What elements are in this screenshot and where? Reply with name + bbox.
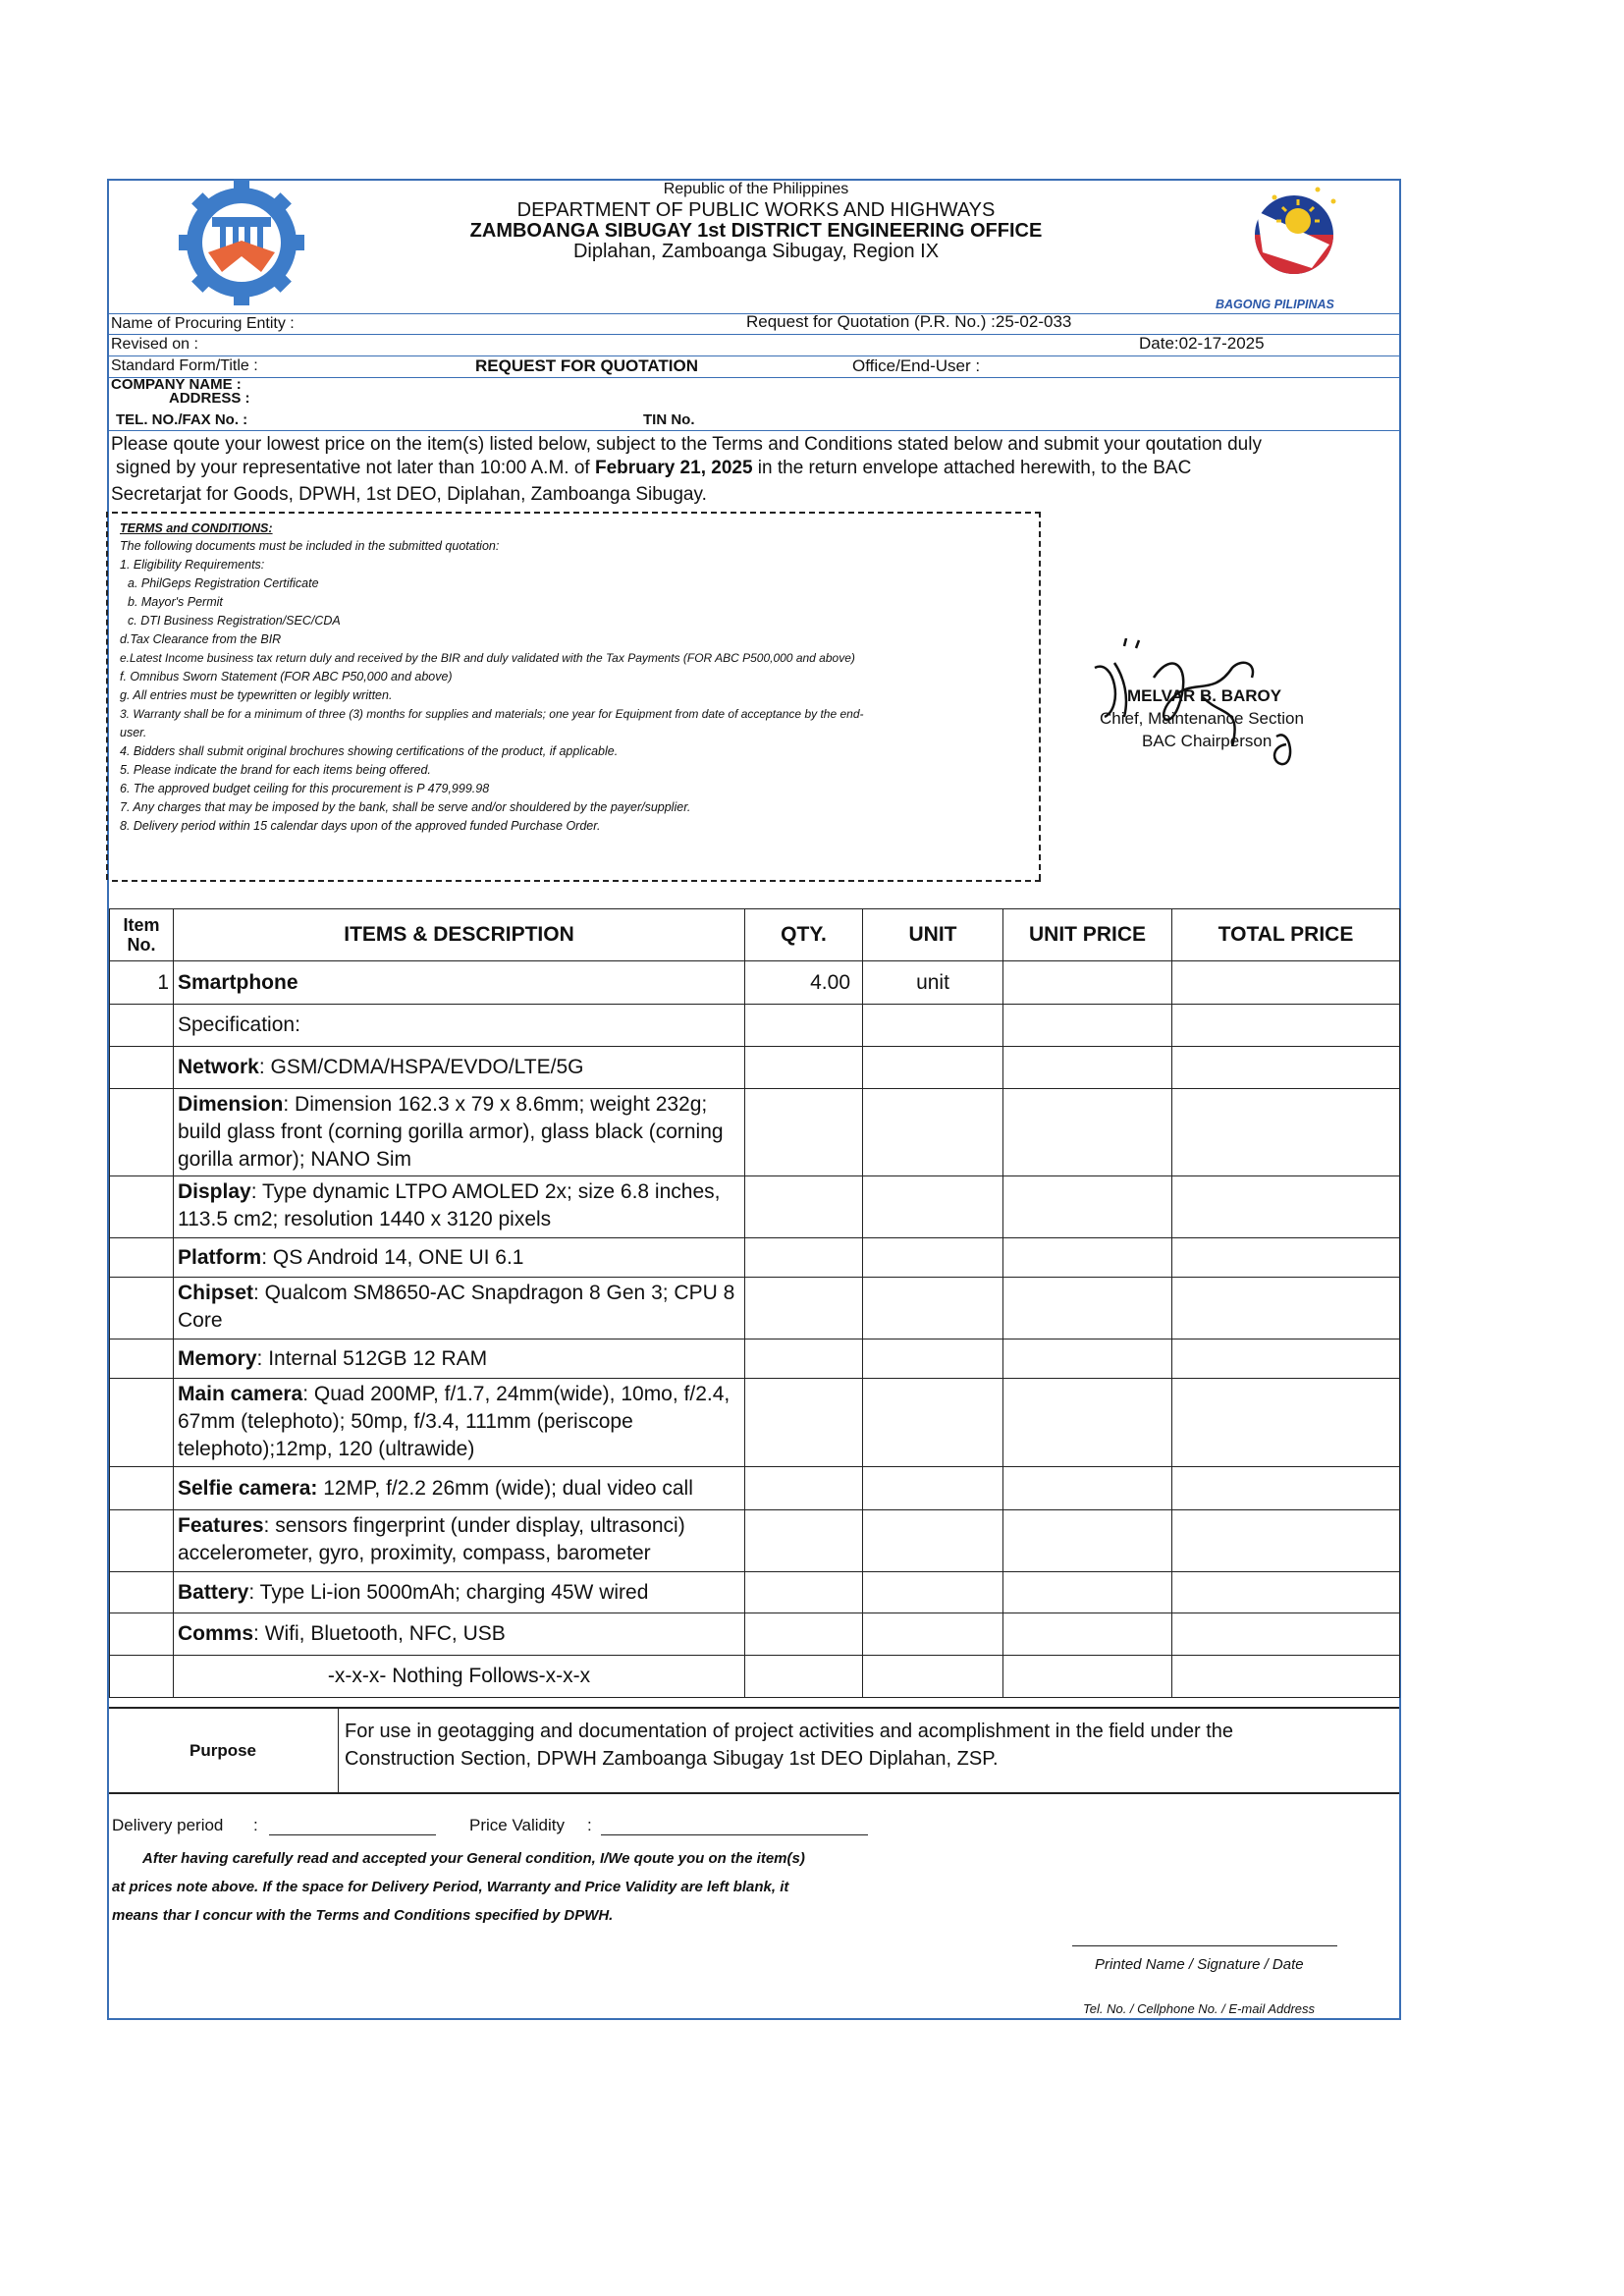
unit-price-cell[interactable]: [1003, 1379, 1172, 1467]
unit-price-cell[interactable]: [1003, 1005, 1172, 1047]
col-header-total-price: TOTAL PRICE: [1172, 909, 1400, 961]
terms-box-top: [112, 512, 1041, 514]
delivery-colon: :: [253, 1816, 258, 1834]
unit-price-cell[interactable]: [1003, 1176, 1172, 1238]
total-price-cell[interactable]: [1172, 1089, 1400, 1176]
spec-dimension: [174, 1089, 745, 1176]
terms-box-right: [1039, 512, 1041, 880]
total-price-cell[interactable]: [1172, 1176, 1400, 1238]
terms-line: 6. The approved budget ceiling for this procurement is P 479,999.98: [120, 782, 490, 795]
unit-price-cell[interactable]: [1003, 1613, 1172, 1656]
terms-line: The following documents must be included in the submitted quotation:: [120, 539, 500, 553]
specification-label: Specification:: [174, 1005, 745, 1047]
office-end-user-label: Office/End-User :: [852, 356, 981, 375]
table-row: [110, 1572, 1400, 1613]
spec-chipset: [174, 1278, 745, 1339]
total-price-cell[interactable]: [1172, 1047, 1400, 1089]
total-price-cell[interactable]: [1172, 1572, 1400, 1613]
table-row: [110, 1047, 1400, 1089]
spec-label: Selfie camera:: [178, 1476, 318, 1500]
terms-line: 4. Bidders shall submit original brochures showing certifications of the product, if applicable.: [120, 744, 619, 758]
col-header-description: ITEMS & DESCRIPTION: [174, 909, 745, 961]
department-line: DEPARTMENT OF PUBLIC WORKS AND HIGHWAYS: [516, 199, 996, 221]
row-divider: [109, 377, 1399, 378]
qty-cell: 4.00: [745, 961, 863, 1005]
location-line: Diplahan, Zamboanga Sibugay, Region IX: [572, 241, 940, 262]
item-name-cell: Smartphone: [174, 961, 745, 1005]
spec-text: : Type Li-ion 5000mAh; charging 45W wired: [248, 1580, 649, 1604]
spec-memory: [174, 1339, 745, 1379]
tin-label: TIN No.: [643, 411, 695, 428]
republic-line: Republic of the Philippines: [663, 181, 849, 197]
total-price-cell[interactable]: [1172, 1467, 1400, 1510]
row-divider: [109, 355, 1399, 356]
items-table: [109, 908, 1400, 1698]
unit-cell: unit: [863, 961, 1003, 1005]
table-row: [110, 1656, 1400, 1698]
total-price-cell[interactable]: [1172, 1238, 1400, 1278]
spec-text: : Type dynamic LTPO AMOLED 2x; size 6.8 inches, 113.5 cm2; resolution 1440 x 3120 pixels: [178, 1180, 721, 1230]
contact-label: Tel. No. / Cellphone No. / E-mail Address: [1083, 2001, 1316, 2016]
rfq-number: Request for Quotation (P.R. No.) :25-02-033: [746, 312, 1072, 331]
purpose-divider: [338, 1709, 339, 1792]
terms-box-left: [106, 512, 108, 880]
col-header-unit-price: UNIT PRICE: [1003, 909, 1172, 961]
table-row: [110, 1278, 1400, 1339]
table-row: [110, 1613, 1400, 1656]
table-row: [110, 1005, 1400, 1047]
table-header-row: [110, 909, 1400, 961]
bagong-pilipinas-logo: [1227, 182, 1365, 292]
table-row: [110, 961, 1400, 1005]
intro-line-2a: signed by your representative not later than 10:00 A.M. of: [116, 458, 595, 478]
unit-price-cell[interactable]: [1003, 1238, 1172, 1278]
terms-line: g. All entries must be typewritten or legibly written.: [120, 688, 393, 702]
terms-box-bottom: [112, 880, 1041, 882]
terms-line: 5. Please indicate the brand for each items being offered.: [120, 763, 431, 777]
unit-price-cell[interactable]: [1003, 961, 1172, 1005]
terms-title: TERMS and CONDITIONS:: [120, 521, 273, 535]
company-name-label: COMPANY NAME :: [111, 376, 242, 393]
terms-line: b. Mayor's Permit: [128, 595, 223, 609]
ack-line-2: at prices note above. If the space for Delivery Period, Warranty and Price Validity are left blank, it: [112, 1879, 789, 1895]
spec-label: Chipset: [178, 1282, 254, 1304]
delivery-period-label: Delivery period: [112, 1816, 224, 1834]
chairperson-signature: [1085, 638, 1311, 776]
spec-label: Main camera: [178, 1383, 303, 1405]
unit-price-cell[interactable]: [1003, 1278, 1172, 1339]
spec-label: Display: [178, 1180, 251, 1203]
ack-line-3: means thar I concur with the Terms and Conditions specified by DPWH.: [112, 1907, 614, 1924]
purpose-line-1: For use in geotagging and documentation of project activities and acomplishment in the field under the: [345, 1721, 1233, 1742]
spec-label: Dimension: [178, 1093, 284, 1116]
terms-line: c. DTI Business Registration/SEC/CDA: [128, 614, 341, 628]
terms-line: f. Omnibus Sworn Statement (FOR ABC P50,000 and above): [120, 670, 453, 683]
col-header-qty: QTY.: [745, 909, 863, 961]
col-header-item-no: Item No.: [110, 909, 174, 961]
terms-line: 8. Delivery period within 15 calendar days upon of the approved funded Purchase Order.: [120, 819, 601, 833]
date-label: Date:02-17-2025: [1139, 334, 1265, 353]
spec-label: Features: [178, 1514, 264, 1537]
total-price-cell[interactable]: [1172, 1379, 1400, 1467]
spec-battery: [174, 1572, 745, 1613]
signature-line[interactable]: [1072, 1945, 1337, 1946]
total-price-cell[interactable]: [1172, 1339, 1400, 1379]
table-row: [110, 1379, 1400, 1467]
revised-label: Revised on :: [111, 336, 198, 353]
spec-label: Comms: [178, 1622, 254, 1645]
price-validity-label: Price Validity: [469, 1816, 565, 1834]
printed-name-label: Printed Name / Signature / Date: [1095, 1956, 1304, 1973]
form-title: REQUEST FOR QUOTATION: [475, 356, 698, 375]
spec-text: : Wifi, Bluetooth, NFC, USB: [253, 1622, 506, 1645]
price-validity-field[interactable]: [601, 1834, 868, 1835]
spec-comms: [174, 1613, 745, 1656]
intro-line-3: Secretarjat for Goods, DPWH, 1st DEO, Diplahan, Zamboanga Sibugay.: [111, 484, 707, 505]
row-divider: [109, 430, 1399, 431]
spec-text: : sensors fingerprint (under display, ultrasonci) accelerometer, gyro, proximity, compass, barometer: [178, 1514, 685, 1564]
table-row: [110, 1510, 1400, 1572]
spec-selfie-camera: [174, 1467, 745, 1510]
office-line: ZAMBOANGA SIBUGAY 1st DISTRICT ENGINEERING OFFICE: [469, 220, 1043, 242]
table-row: [110, 1467, 1400, 1510]
table-row: [110, 1339, 1400, 1379]
spec-text: : GSM/CDMA/HSPA/EVDO/LTE/5G: [258, 1056, 584, 1078]
spec-platform: [174, 1238, 745, 1278]
procuring-entity-label: Name of Procuring Entity :: [111, 315, 295, 332]
unit-price-cell[interactable]: [1003, 1572, 1172, 1613]
intro-line-2c: in the return envelope attached herewith, to the BAC: [752, 458, 1192, 478]
spec-label: Battery: [178, 1580, 249, 1604]
col-header-unit: UNIT: [863, 909, 1003, 961]
purpose-section: [109, 1707, 1399, 1794]
spec-features: [174, 1510, 745, 1572]
unit-price-cell[interactable]: [1003, 1339, 1172, 1379]
terms-line: a. PhilGeps Registration Certificate: [128, 576, 319, 590]
terms-line: user.: [120, 726, 147, 739]
spec-text: : Quad 200MP, f/1.7, 24mm(wide), 10mo, f/2.4, 67mm (telephoto); 50mp, f/3.4, 111mm (periscope telephoto);12mp, 120 (ultrawide): [178, 1383, 731, 1460]
nothing-follows: -x-x-x- Nothing Follows-x-x-x: [174, 1656, 745, 1698]
address-label: ADDRESS :: [169, 390, 250, 407]
tel-fax-label: TEL. NO./FAX No. :: [116, 411, 248, 428]
total-price-cell[interactable]: [1172, 961, 1400, 1005]
purpose-label: Purpose: [189, 1741, 257, 1760]
terms-line: 1. Eligibility Requirements:: [120, 558, 265, 572]
total-price-cell[interactable]: [1172, 1510, 1400, 1572]
spec-text: : Qualcom SM8650-AC Snapdragon 8 Gen 3; CPU 8 Core: [178, 1282, 735, 1332]
spec-text: 12MP, f/2.2 26mm (wide); dual video call: [317, 1476, 693, 1500]
intro-line-2: [116, 458, 1191, 479]
spec-network: [174, 1047, 745, 1089]
terms-line: 7. Any charges that may be imposed by the bank, shall be serve and/or shouldered by the payer/supplier.: [120, 800, 691, 814]
terms-list: [120, 539, 1038, 838]
spec-text: : Dimension 162.3 x 79 x 8.6mm; weight 232g; build glass front (corning gorilla armor), glass black (corning gorilla armor); NANO Sim: [178, 1093, 724, 1171]
unit-price-cell[interactable]: [1003, 1089, 1172, 1176]
table-row: [110, 1238, 1400, 1278]
terms-line: e.Latest Income business tax return duly and received by the BIR and duly validated with the Tax Payments (FOR ABC P500,000 and above): [120, 651, 855, 665]
standard-form-label: Standard Form/Title :: [111, 357, 258, 374]
chairperson-title: Chief, Maintenance Section: [1100, 709, 1304, 728]
unit-price-cell[interactable]: [1003, 1047, 1172, 1089]
terms-line: 3. Warranty shall be for a minimum of three (3) months for supplies and materials; one year for Equipment from date of acceptance by the end-: [120, 707, 864, 721]
spec-label: Network: [178, 1056, 259, 1078]
intro-line-1: Please qoute your lowest price on the item(s) listed below, subject to the Terms and Conditions stated below and submit your qoutation duly: [111, 434, 1262, 455]
table-row: [110, 1176, 1400, 1238]
spec-label: Platform: [178, 1245, 262, 1269]
chairperson-name: MELVAR B. BAROY: [1127, 686, 1282, 705]
validity-colon: :: [587, 1816, 592, 1834]
delivery-period-field[interactable]: [269, 1834, 436, 1835]
total-price-cell[interactable]: [1172, 1278, 1400, 1339]
dpwh-logo: [172, 180, 311, 305]
table-row: [110, 1089, 1400, 1176]
chairperson-role: BAC Chairperson: [1142, 732, 1272, 750]
spec-main-camera: [174, 1379, 745, 1467]
item-no-cell: 1: [110, 961, 174, 1005]
spec-display: [174, 1176, 745, 1238]
bagong-pilipinas-label: BAGONG PILIPINAS: [1216, 298, 1334, 311]
total-price-cell[interactable]: [1172, 1005, 1400, 1047]
terms-line: d.Tax Clearance from the BIR: [120, 632, 282, 646]
intro-deadline: February 21, 2025: [594, 458, 753, 478]
spec-label: Memory: [178, 1346, 257, 1370]
unit-price-cell[interactable]: [1003, 1467, 1172, 1510]
spec-text: : Internal 512GB 12 RAM: [256, 1346, 488, 1370]
ack-line-1: After having carefully read and accepted your General condition, I/We qoute you on the item(s): [142, 1850, 805, 1867]
total-price-cell[interactable]: [1172, 1613, 1400, 1656]
spec-text: : QS Android 14, ONE UI 6.1: [261, 1245, 524, 1269]
purpose-line-2: Construction Section, DPWH Zamboanga Sibugay 1st DEO Diplahan, ZSP.: [345, 1748, 999, 1770]
unit-price-cell[interactable]: [1003, 1510, 1172, 1572]
